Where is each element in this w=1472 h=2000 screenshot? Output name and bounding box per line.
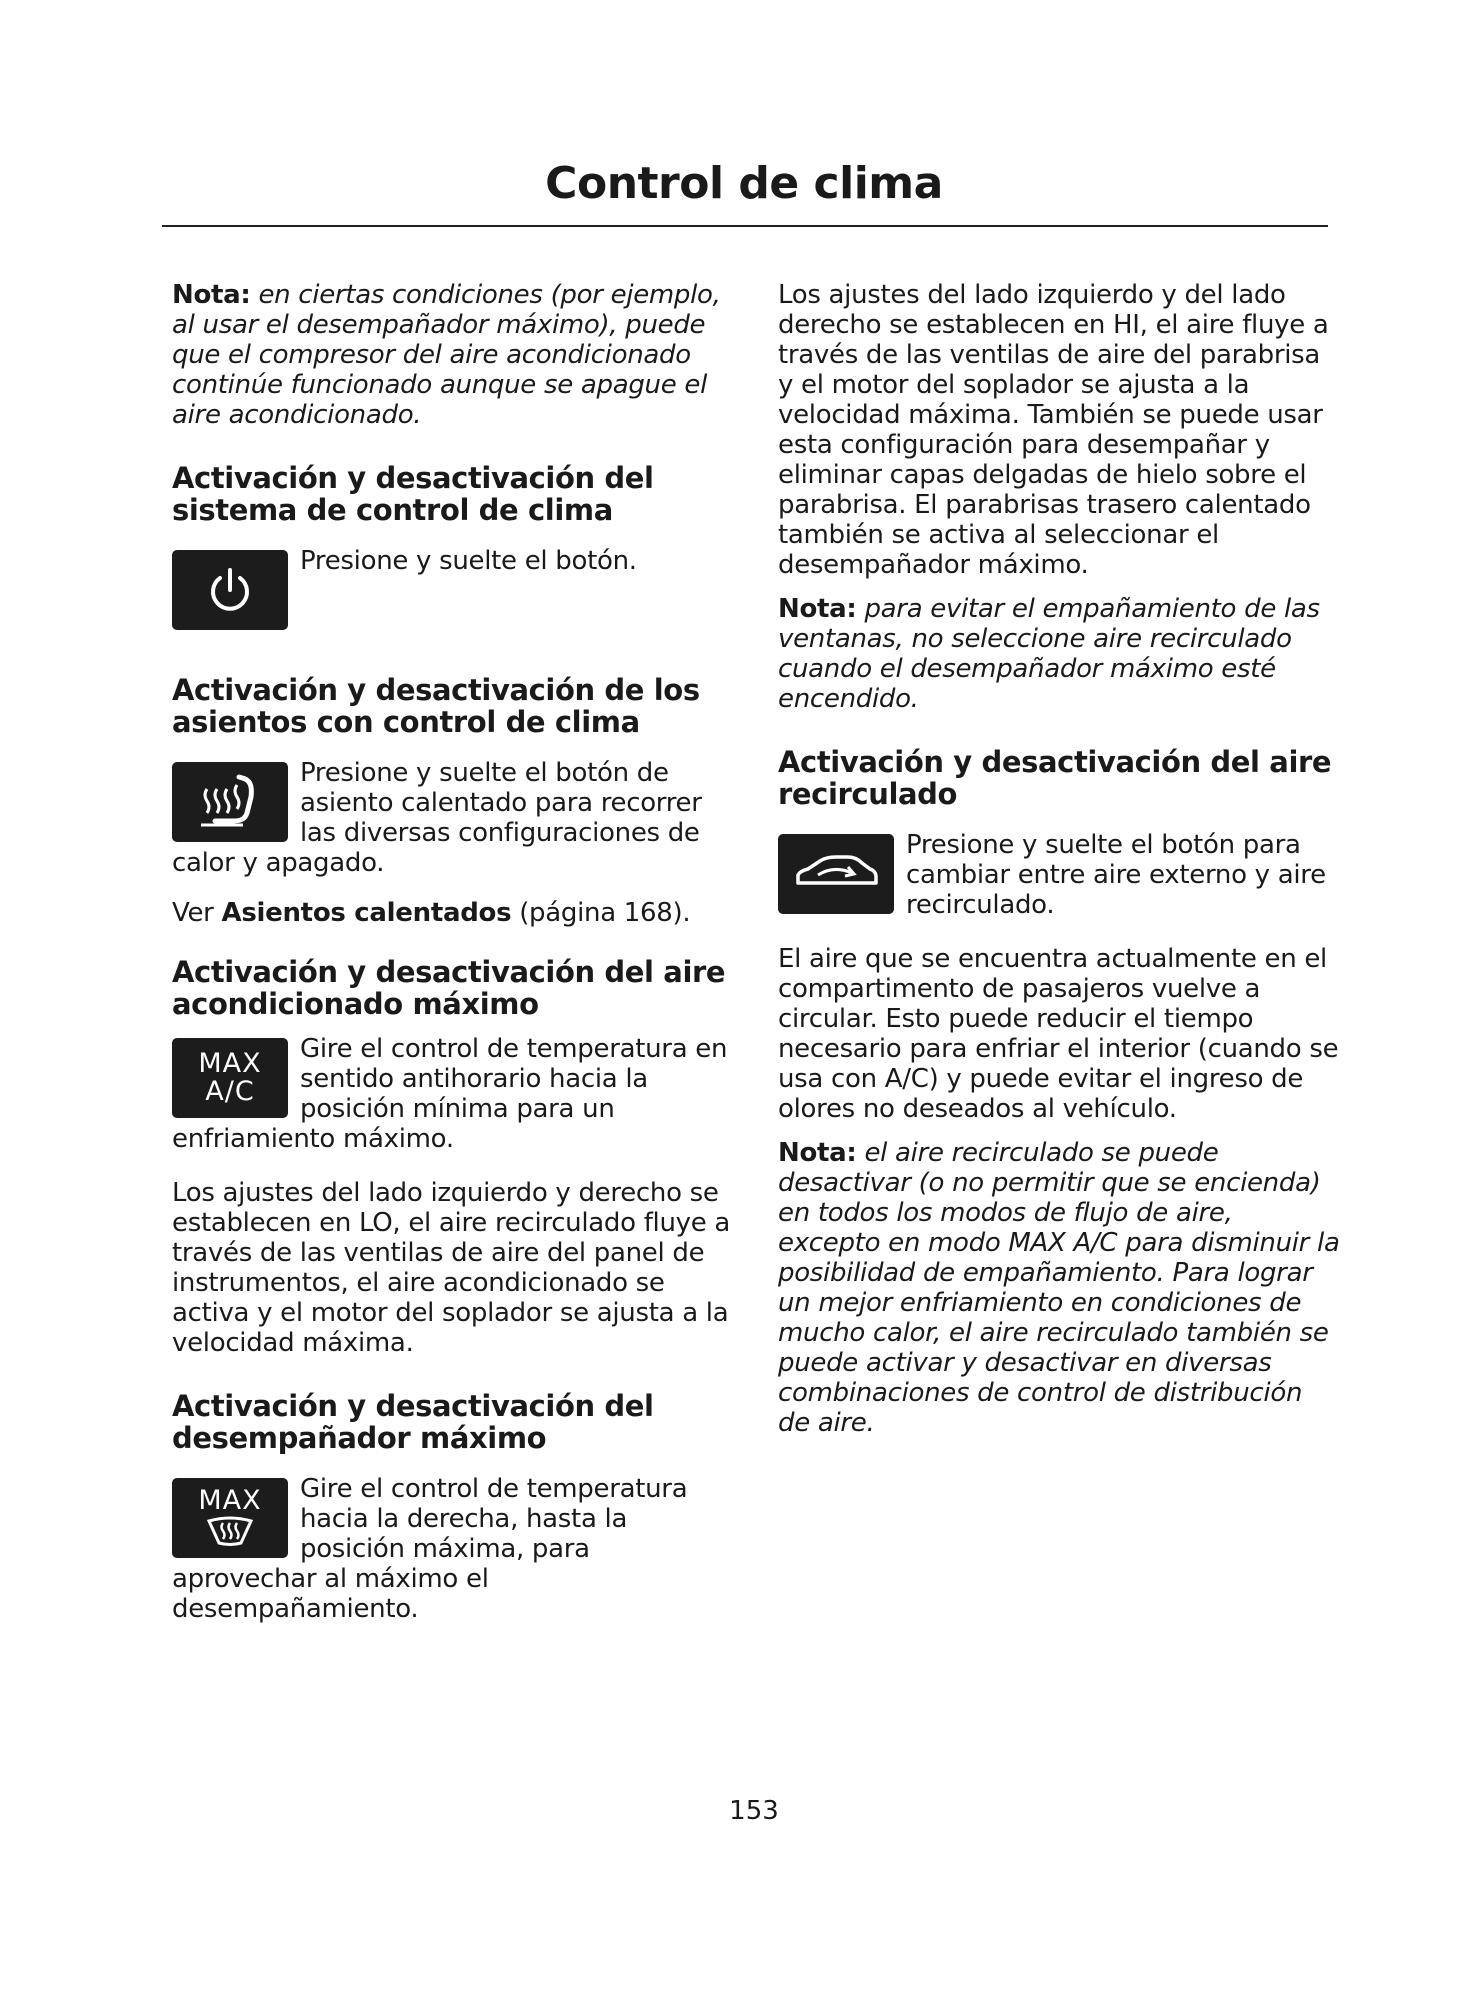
note-text: para evitar el empañamiento de las ventanas, no seleccione aire recirculado cuando el desempañador máximo esté encendido.: [778, 594, 1320, 714]
climate-seats-text: Presione y suelte el botón de asiento calentado para recorrer las diversas configuraciones de calor y apagado.: [172, 758, 702, 878]
note-compressor: [172, 280, 734, 430]
section-heading-max-defrost: Activación y desactivación del desempañador máximo: [172, 1389, 654, 1455]
note-label: Nota:: [778, 1138, 857, 1168]
max-defrost-icon: [172, 1478, 288, 1558]
cross-reference: [172, 898, 734, 928]
cross-reference-link[interactable]: Asientos calentados: [221, 898, 512, 928]
max-ac-icon-max: MAX: [198, 1048, 262, 1079]
max-defrost-text: Gire el control de temperatura hacia la derecha, hasta la posición máxima, para aprovechar al máximo el desempañamiento.: [172, 1474, 688, 1624]
section-heading-climate-system: Activación y desactivación del sistema de control de clima: [172, 461, 654, 527]
heated-seat-icon: [172, 762, 288, 842]
cross-reference-page: (página 168).: [519, 898, 691, 928]
recirculation-text: Presione y suelte el botón para cambiar entre aire externo y aire recirculado.: [906, 830, 1326, 920]
note-text: en ciertas condiciones (por ejemplo, al usar el desempañador máximo), puede que el compresor del aire acondicionado continúe funcionado aunque se apague el aire acondicionado.: [172, 280, 721, 430]
note-recirculation: [778, 1138, 1340, 1438]
title-divider: [162, 225, 1328, 227]
max-ac-paragraph: Los ajustes del lado izquierdo y derecho se establecen en LO, el aire recirculado fluye a través de las ventilas de aire del panel de instrumentos, el aire acondicionado se activa y el motor del soplador se ajusta a la velocidad máxima.: [172, 1178, 731, 1358]
section-max-ac: [172, 1034, 734, 1154]
max-ac-text: Gire el control de temperatura en sentido antihorario hacia la posición mínima para un enfriamiento máximo.: [172, 1034, 728, 1154]
max-defrost-icon-max: MAX: [198, 1485, 262, 1516]
section-heading-recirculation: Activación y desactivación del aire recirculado: [778, 745, 1332, 811]
power-icon: [172, 550, 288, 630]
section-climate-system: [172, 546, 734, 636]
climate-system-text: Presione y suelte el botón.: [300, 546, 637, 576]
left-column: [172, 280, 734, 1624]
page-title: Control de clima: [545, 158, 943, 209]
recirculation-paragraph: El aire que se encuentra actualmente en el compartimento de pasajeros vuelve a circular. Esto puede reducir el tiempo necesario para enfriar el interior (cuando se usa con A/C) y puede evitar el ingreso de olores no deseados al vehículo.: [778, 944, 1339, 1124]
section-max-defrost: [172, 1474, 734, 1624]
section-heading-max-ac: Activación y desactivación del aire acondicionado máximo: [172, 955, 726, 1021]
section-recirculation: [778, 830, 1340, 920]
cross-reference-prefix: Ver: [172, 898, 214, 928]
section-heading-climate-seats: Activación y desactivación de los asientos con control de clima: [172, 673, 700, 739]
max-ac-icon: [172, 1038, 288, 1118]
note-text: el aire recirculado se puede desactivar (o no permitir que se encienda) en todos los modos de flujo de aire, excepto en modo MAX A/C para disminuir la posibilidad de empañamiento. Para lograr un mejor enfriamiento en condiciones de mucho calor, el aire recirculado también se puede activar y desactivar en diversas combinaciones de control de distribución de aire.: [778, 1138, 1340, 1438]
recirculation-icon: [778, 834, 894, 914]
note-label: Nota:: [778, 594, 857, 624]
note-fogging: [778, 594, 1340, 714]
section-climate-seats: [172, 758, 734, 878]
max-ac-icon-ac: A/C: [205, 1076, 255, 1107]
note-label: Nota:: [172, 280, 251, 310]
page-number: 153: [729, 1796, 779, 1826]
right-column: [778, 280, 1340, 1438]
hi-settings-paragraph: Los ajustes del lado izquierdo y del lado derecho se establecen en HI, el aire fluye a través de las ventilas de aire del parabrisa y el motor del soplador se ajusta a la velocidad máxima. También se puede usar esta configuración para desempañar y eliminar capas delgadas de hielo sobre el parabrisa. El parabrisas trasero calentado también se activa al seleccionar el desempañador máximo.: [778, 280, 1329, 580]
